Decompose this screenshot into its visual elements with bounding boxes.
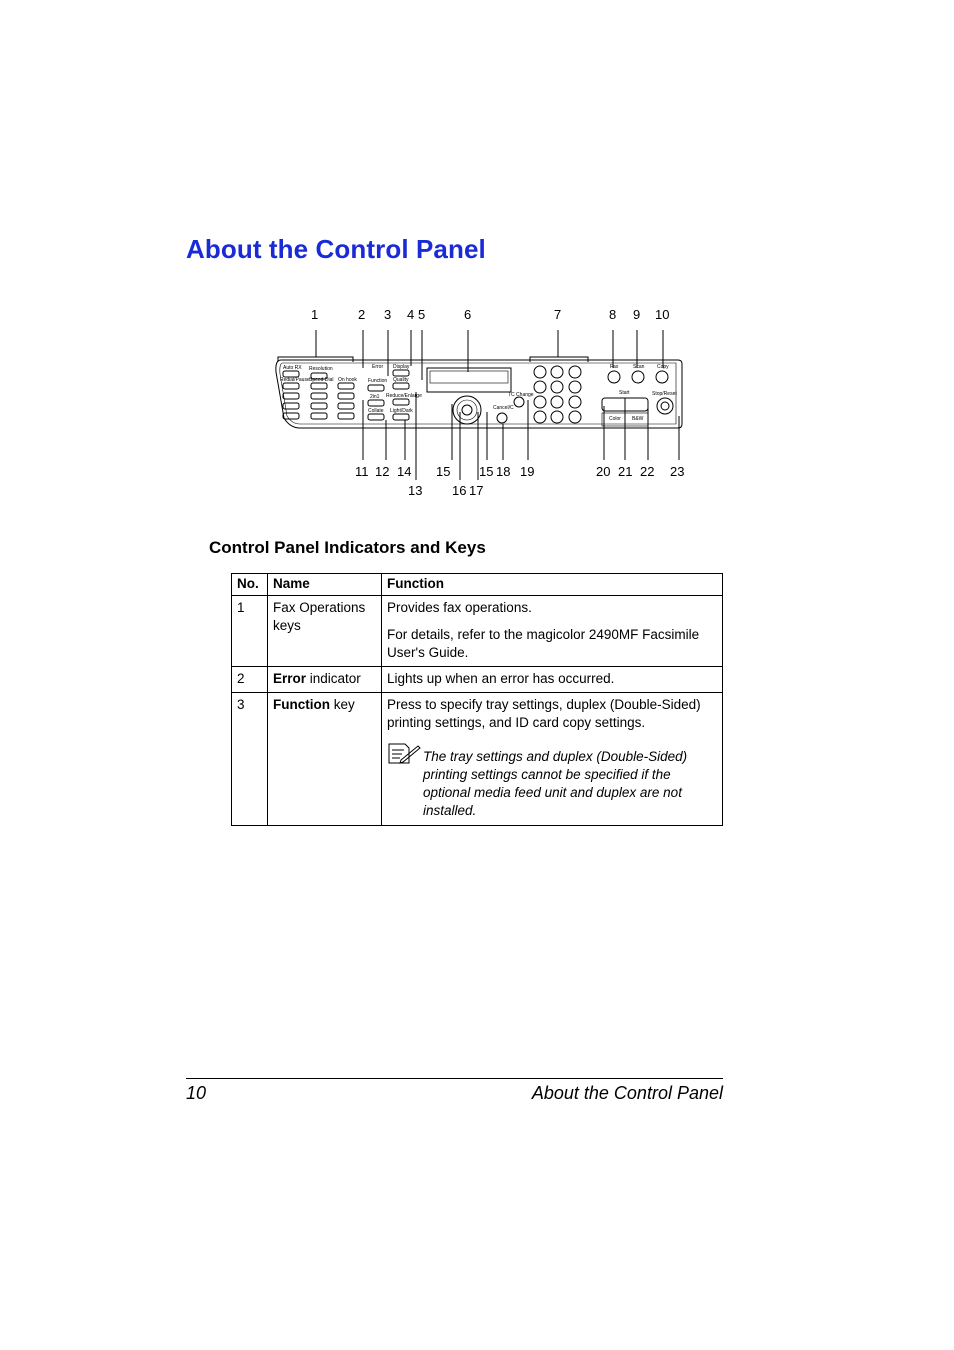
panel-label: Function <box>368 378 388 384</box>
callout-number: 2 <box>358 307 366 322</box>
table-row <box>232 596 723 667</box>
column-header-no: No. <box>232 574 268 596</box>
callout-number: 5 <box>418 307 426 322</box>
panel-label: On hook <box>338 377 357 383</box>
row-number: 1 <box>232 596 268 667</box>
panel-label: 2in1 <box>370 394 380 400</box>
row-name <box>268 693 382 826</box>
callout-number: 19 <box>520 464 535 479</box>
callout-number: 1 <box>311 307 319 322</box>
function-text: For details, refer to the magicolor 2490MF Facsimile User's Guide. <box>387 627 700 660</box>
indicators-keys-table <box>231 573 723 826</box>
callout-number: 17 <box>469 483 484 498</box>
callout-number: 12 <box>375 464 390 479</box>
callout-number: 22 <box>640 464 655 479</box>
panel-label: Auto RX <box>283 365 302 371</box>
panel-label: Display <box>393 364 410 370</box>
row-name <box>268 667 382 693</box>
section-title: Control Panel Indicators and Keys <box>209 538 486 557</box>
callout-number: 13 <box>408 483 423 498</box>
panel-label: Stop/Reset <box>652 391 677 397</box>
note-pencil-icon <box>387 742 423 820</box>
function-text: Press to specify tray settings, duplex (Double-Sided) printing settings, and ID card copy settings. <box>387 697 701 730</box>
panel-label: Reduce/Enlarge <box>386 393 422 399</box>
panel-label: Resolution <box>309 366 333 372</box>
callout-number: 3 <box>384 307 392 322</box>
panel-label: Quality <box>393 377 409 383</box>
footer-page-number: 10 <box>186 1083 207 1103</box>
note-block <box>387 742 717 821</box>
callout-number: 21 <box>618 464 633 479</box>
panel-label: Start <box>619 390 630 396</box>
column-header-name: Name <box>268 574 382 596</box>
callout-number: 7 <box>554 307 562 322</box>
row-number: 3 <box>232 693 268 826</box>
row-name-bold: Error <box>273 671 307 686</box>
panel-label: Cancel/C <box>493 405 514 411</box>
callout-number: 8 <box>609 307 617 322</box>
panel-label: Speed Dial <box>309 377 334 383</box>
panel-label: Scan <box>633 364 645 370</box>
row-name-text: Fax Operations keys <box>273 600 366 633</box>
row-function <box>382 596 723 667</box>
callout-number: 15 <box>436 464 451 479</box>
panel-label: Color <box>609 416 621 422</box>
callout-number: 14 <box>397 464 412 479</box>
row-name-text: indicator <box>306 671 361 686</box>
callout-number: 23 <box>670 464 685 479</box>
footer-section-title: About the Control Panel <box>531 1083 723 1103</box>
callout-number: 9 <box>633 307 641 322</box>
callout-number: 15 <box>479 464 494 479</box>
row-number: 2 <box>232 667 268 693</box>
callout-number: 10 <box>655 307 670 322</box>
row-function <box>382 693 723 826</box>
row-name <box>268 596 382 667</box>
table-row <box>232 693 723 826</box>
callout-number: 6 <box>464 307 472 322</box>
panel-label: Redial/Pause <box>280 377 310 383</box>
row-name-text: key <box>330 697 355 712</box>
panel-label: B&W <box>632 416 644 422</box>
control-panel-illustration <box>0 0 954 520</box>
table-header-row <box>232 574 723 596</box>
callout-number: 11 <box>355 464 369 479</box>
note-text: The tray settings and duplex (Double-Sided) printing settings cannot be specified if the optional media feed unit and duplex are not installed. <box>423 749 688 818</box>
callout-number: 16 <box>452 483 467 498</box>
panel-label: TC Change <box>508 392 534 398</box>
panel-label: Collate <box>368 408 384 414</box>
callout-number: 18 <box>496 464 511 479</box>
footer-divider <box>186 1078 723 1079</box>
callout-number: 20 <box>596 464 611 479</box>
column-header-function: Function <box>382 574 723 596</box>
panel-label: Fax <box>610 364 619 370</box>
callout-number: 4 <box>407 307 415 322</box>
panel-label: Error <box>372 364 384 370</box>
panel-label: Copy <box>657 364 669 370</box>
row-function <box>382 667 723 693</box>
table-row <box>232 667 723 693</box>
function-text: Lights up when an error has occurred. <box>387 671 615 686</box>
function-text: Provides fax operations. <box>387 600 532 615</box>
row-name-bold: Function <box>273 697 330 712</box>
page-title: About the Control Panel <box>186 234 486 264</box>
panel-label: Light/Dark <box>390 408 413 414</box>
